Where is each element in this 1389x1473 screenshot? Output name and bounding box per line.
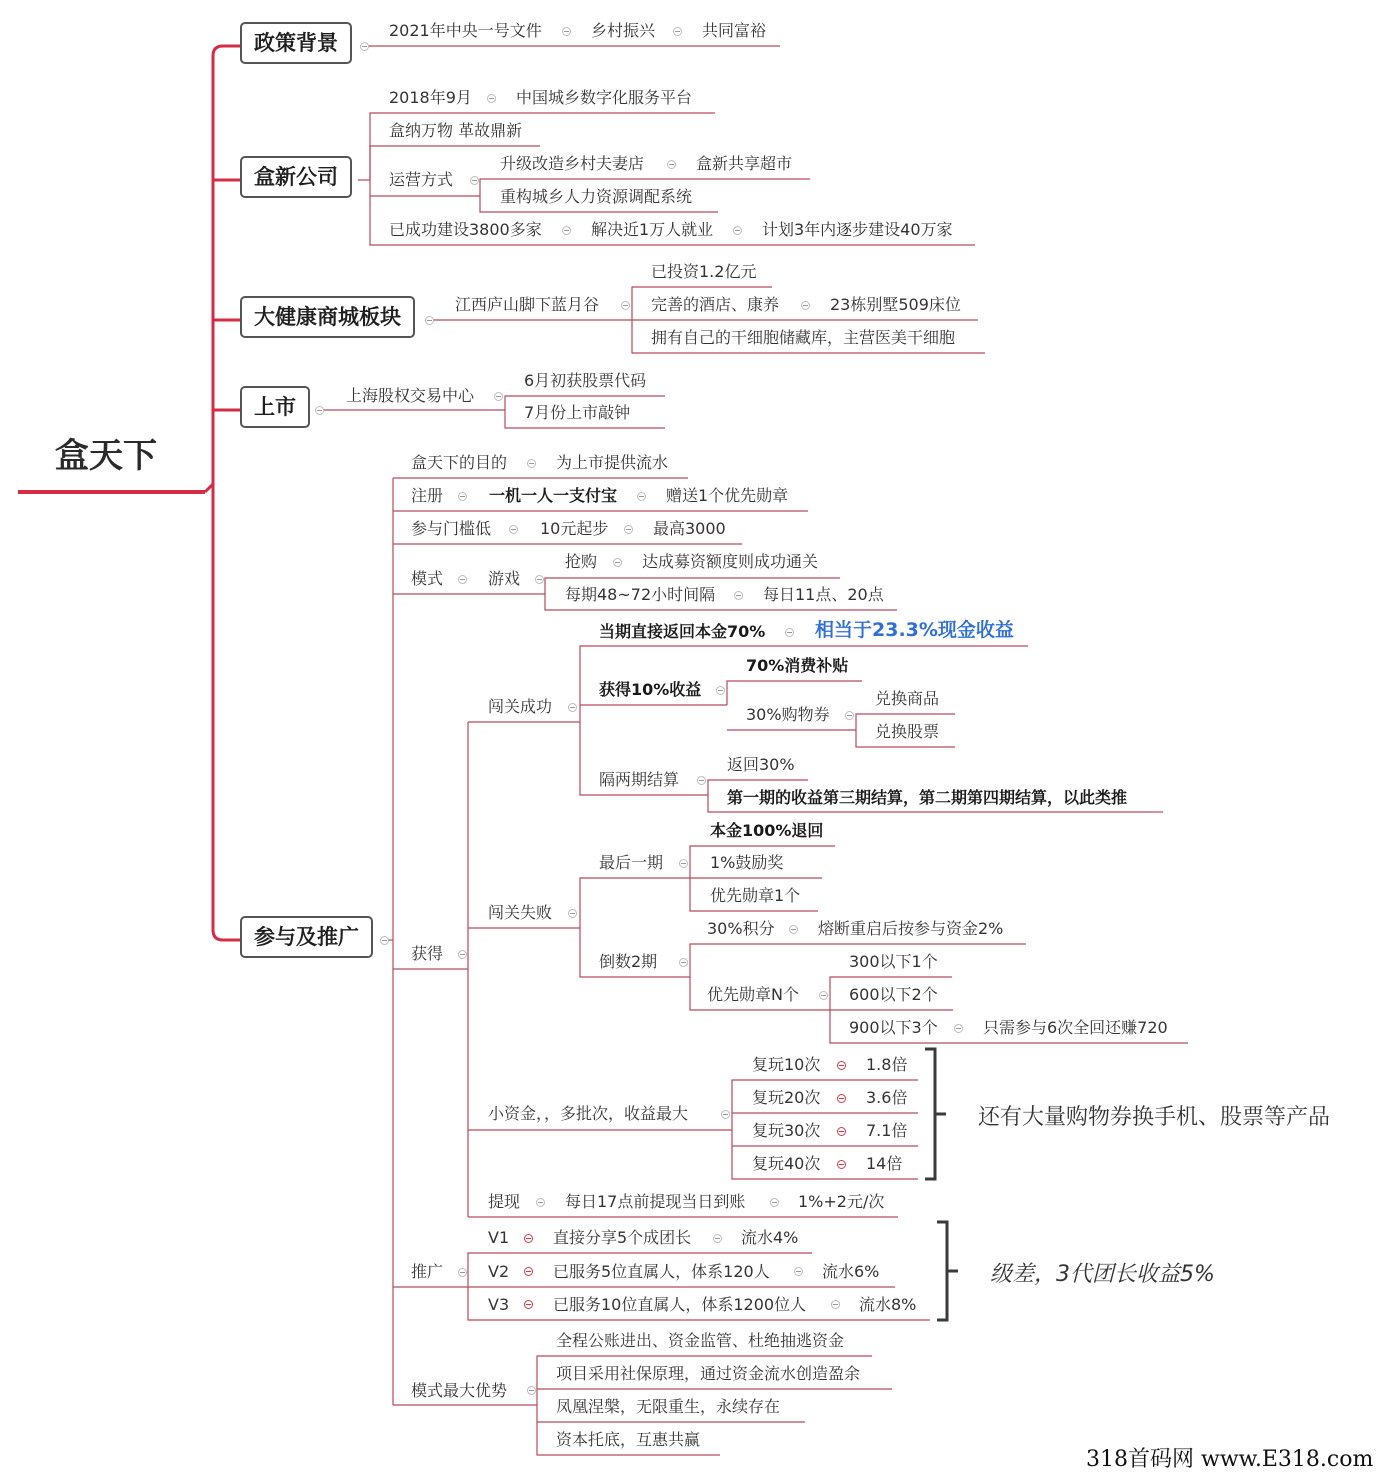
- replay-value: 1.8倍: [866, 1055, 908, 1074]
- level-flow: 流水6%: [822, 1262, 880, 1281]
- threshold-min: 10元起步: [540, 519, 609, 538]
- second-last-label: 倒数2期: [599, 952, 658, 971]
- collapse-toggle-icon[interactable]: [562, 226, 571, 235]
- collapse-toggle-icon[interactable]: [837, 1127, 846, 1136]
- company-plan: 计划3年内逐步建设40万家: [762, 220, 953, 239]
- health-location: 江西庐山脚下蓝月谷: [455, 295, 600, 314]
- points-desc: 熔断重启后按参与资金2%: [818, 919, 1004, 938]
- exchange-stock: 兑换股票: [875, 722, 940, 741]
- collapse-toggle-icon[interactable]: [667, 160, 676, 169]
- level-name: V1: [488, 1228, 510, 1247]
- last-refund: 本金100%退回: [710, 821, 824, 840]
- collapse-toggle-icon[interactable]: [673, 27, 682, 36]
- listing-bell: 7月份上市敲钟: [524, 403, 631, 422]
- level-flow: 流水8%: [859, 1295, 917, 1314]
- last-label: 最后一期: [599, 853, 664, 872]
- medal-600: 600以下2个: [849, 985, 938, 1004]
- advantage-item: 凤凰涅槃，无限重生，永续存在: [556, 1397, 781, 1416]
- level-name: V3: [488, 1295, 510, 1314]
- company-ops-2: 重构城乡人力资源调配系统: [500, 187, 693, 206]
- register-label: 注册: [411, 486, 444, 505]
- node-company[interactable]: 盒新公司: [240, 156, 352, 198]
- replay-label: 复玩40次: [752, 1154, 821, 1173]
- game-label: 游戏: [488, 569, 521, 588]
- collapse-toggle-icon[interactable]: [360, 42, 369, 51]
- success-equivalent: 相当于23.3%现金收益: [815, 619, 1014, 641]
- level-note: 级差，3代团长收益5%: [990, 1262, 1215, 1287]
- withdraw-time: 每日17点前提现当日到账: [565, 1192, 746, 1211]
- policy-item: 共同富裕: [702, 21, 767, 40]
- purpose-text: 为上市提供流水: [556, 453, 669, 472]
- health-stemcell: 拥有自己的干细胞储藏库，主营医美干细胞: [651, 328, 956, 347]
- collapse-toggle-icon[interactable]: [535, 575, 544, 584]
- collapse-toggle-icon[interactable]: [315, 406, 324, 415]
- collapse-toggle-icon[interactable]: [380, 936, 389, 945]
- collapse-toggle-icon[interactable]: [733, 226, 742, 235]
- withdraw-fee: 1%+2元/次: [798, 1192, 885, 1211]
- withdraw-label: 提现: [488, 1192, 521, 1211]
- collapse-toggle-icon[interactable]: [819, 991, 828, 1000]
- collapse-toggle-icon[interactable]: [562, 27, 571, 36]
- collapse-toggle-icon[interactable]: [524, 1267, 533, 1276]
- collapse-toggle-icon[interactable]: [697, 776, 706, 785]
- voucher: 30%购物券: [746, 705, 830, 724]
- company-jobs: 解决近1万人就业: [591, 220, 714, 239]
- collapse-toggle-icon[interactable]: [527, 1386, 536, 1395]
- collapse-toggle-icon[interactable]: [721, 1110, 730, 1119]
- collapse-toggle-icon[interactable]: [837, 1160, 846, 1169]
- collapse-toggle-icon[interactable]: [425, 316, 434, 325]
- collapse-toggle-icon[interactable]: [954, 1024, 963, 1033]
- mode-label: 模式: [411, 569, 444, 588]
- register-gift: 赠送1个优先勋章: [666, 486, 789, 505]
- purpose-label: 盒天下的目的: [411, 453, 508, 472]
- settle-desc: 第一期的收益第三期结算，第二期第四期结算，以此类推: [727, 788, 1128, 807]
- health-villas: 23栋别墅509床位: [830, 295, 961, 314]
- replay-value: 7.1倍: [866, 1121, 908, 1140]
- company-ops-1: 升级改造乡村夫妻店: [500, 154, 645, 173]
- collapse-toggle-icon[interactable]: [785, 628, 794, 637]
- advantage-item: 项目采用社保原理，通过资金流水创造盈余: [556, 1364, 861, 1383]
- collapse-toggle-icon[interactable]: [458, 1268, 467, 1277]
- collapse-toggle-icon[interactable]: [487, 94, 496, 103]
- period: 每期48~72小时间隔: [565, 585, 716, 604]
- medal-900: 900以下3个: [849, 1018, 938, 1037]
- success-return: 当期直接返回本金70%: [599, 622, 766, 641]
- gain-label: 获得: [411, 944, 444, 963]
- collapse-toggle-icon[interactable]: [716, 686, 725, 695]
- collapse-toggle-icon[interactable]: [734, 591, 743, 600]
- company-platform: 中国城乡数字化服务平台: [516, 88, 693, 107]
- advantage-label: 模式最大优势: [411, 1381, 508, 1400]
- collapse-toggle-icon[interactable]: [637, 492, 646, 501]
- collapse-toggle-icon[interactable]: [524, 1234, 533, 1243]
- health-invest: 已投资1.2亿元: [651, 262, 757, 281]
- level-req: 已服务5位直属人，体系120人: [553, 1262, 770, 1281]
- subsidy: 70%消费补贴: [746, 656, 849, 675]
- threshold-label: 参与门槛低: [411, 519, 492, 538]
- company-slogan: 盒纳万物 革故鼎新: [389, 121, 523, 140]
- collapse-toggle-icon[interactable]: [794, 1267, 803, 1276]
- collapse-toggle-icon[interactable]: [845, 711, 854, 720]
- rush-desc: 达成募资额度则成功通关: [642, 552, 819, 571]
- collapse-toggle-icon[interactable]: [524, 1300, 533, 1309]
- gain-10: 获得10%收益: [599, 680, 702, 699]
- replay-value: 14倍: [866, 1154, 903, 1173]
- replay-note: 还有大量购物券换手机、股票等产品: [978, 1105, 1331, 1130]
- replay-label: 复玩30次: [752, 1121, 821, 1140]
- collapse-toggle-icon[interactable]: [509, 525, 518, 534]
- company-founded: 2018年9月: [389, 88, 472, 107]
- root-title: 盒天下: [55, 436, 157, 476]
- level-req: 已服务10位直属人，体系1200位人: [553, 1295, 807, 1314]
- collapse-toggle-icon[interactable]: [568, 909, 577, 918]
- collapse-toggle-icon[interactable]: [801, 301, 810, 310]
- replay-label: 复玩10次: [752, 1055, 821, 1074]
- points: 30%积分: [707, 919, 775, 938]
- collapse-toggle-icon[interactable]: [568, 703, 577, 712]
- collapse-toggle-icon[interactable]: [679, 958, 688, 967]
- collapse-toggle-icon[interactable]: [458, 950, 467, 959]
- collapse-toggle-icon[interactable]: [527, 459, 536, 468]
- medal-n: 优先勋章N个: [707, 985, 799, 1004]
- settle-label: 隔两期结算: [599, 770, 680, 789]
- node-policy[interactable]: 政策背景: [240, 22, 352, 64]
- small-funds-label: 小资金，，多批次，收益最大: [488, 1104, 689, 1123]
- watermark: 318首码网 www.E318.com: [1086, 1447, 1374, 1472]
- replay-value: 3.6倍: [866, 1088, 908, 1107]
- advantage-item: 资本托底，互惠共赢: [556, 1430, 701, 1449]
- times: 每日11点、20点: [763, 585, 884, 604]
- collapse-toggle-icon[interactable]: [837, 1094, 846, 1103]
- policy-item: 乡村振兴: [591, 21, 656, 40]
- listing-code: 6月初获股票代码: [524, 371, 647, 390]
- level-req: 直接分享5个成团长: [553, 1228, 692, 1247]
- collapse-toggle-icon[interactable]: [494, 392, 503, 401]
- threshold-max: 最高3000: [653, 519, 726, 538]
- collapse-toggle-icon[interactable]: [770, 1198, 779, 1207]
- company-ops-1b: 盒新共享超市: [696, 154, 793, 173]
- collapse-toggle-icon[interactable]: [713, 1234, 722, 1243]
- company-ops-label: 运营方式: [389, 170, 454, 189]
- collapse-toggle-icon[interactable]: [536, 1198, 545, 1207]
- collapse-toggle-icon[interactable]: [679, 859, 688, 868]
- level-flow: 流水4%: [741, 1228, 799, 1247]
- fail-label: 闯关失败: [488, 903, 553, 922]
- collapse-toggle-icon[interactable]: [621, 301, 630, 310]
- node-participate[interactable]: 参与及推广: [240, 916, 373, 958]
- collapse-toggle-icon[interactable]: [789, 925, 798, 934]
- settle-return: 返回30%: [727, 755, 795, 774]
- level-name: V2: [488, 1262, 510, 1281]
- medal-900-desc: 只需参与6次全回还赚720: [983, 1018, 1168, 1037]
- last-medal: 优先勋章1个: [710, 886, 801, 905]
- collapse-toggle-icon[interactable]: [458, 575, 467, 584]
- node-health[interactable]: 大健康商城板块: [240, 296, 415, 338]
- collapse-toggle-icon[interactable]: [458, 492, 467, 501]
- replay-label: 复玩20次: [752, 1088, 821, 1107]
- rush-label: 抢购: [565, 552, 598, 571]
- advantage-item: 全程公账进出、资金监管、杜绝抽逃资金: [556, 1331, 845, 1350]
- company-built: 已成功建设3800多家: [389, 220, 542, 239]
- collapse-toggle-icon[interactable]: [837, 1061, 846, 1070]
- collapse-toggle-icon[interactable]: [624, 525, 633, 534]
- register-req: 一机一人一支付宝: [489, 486, 618, 505]
- collapse-toggle-icon[interactable]: [613, 558, 622, 567]
- health-hotel: 完善的酒店、康养: [651, 295, 780, 314]
- node-listing[interactable]: 上市: [240, 386, 310, 428]
- last-bonus: 1%鼓励奖: [710, 853, 784, 872]
- collapse-toggle-icon[interactable]: [831, 1300, 840, 1309]
- policy-item: 2021年中央一号文件: [389, 21, 542, 40]
- success-label: 闯关成功: [488, 697, 553, 716]
- medal-300: 300以下1个: [849, 952, 938, 971]
- listing-exchange: 上海股权交易中心: [346, 386, 475, 405]
- collapse-toggle-icon[interactable]: [470, 176, 479, 185]
- promo-label: 推广: [411, 1262, 444, 1281]
- exchange-goods: 兑换商品: [875, 689, 940, 708]
